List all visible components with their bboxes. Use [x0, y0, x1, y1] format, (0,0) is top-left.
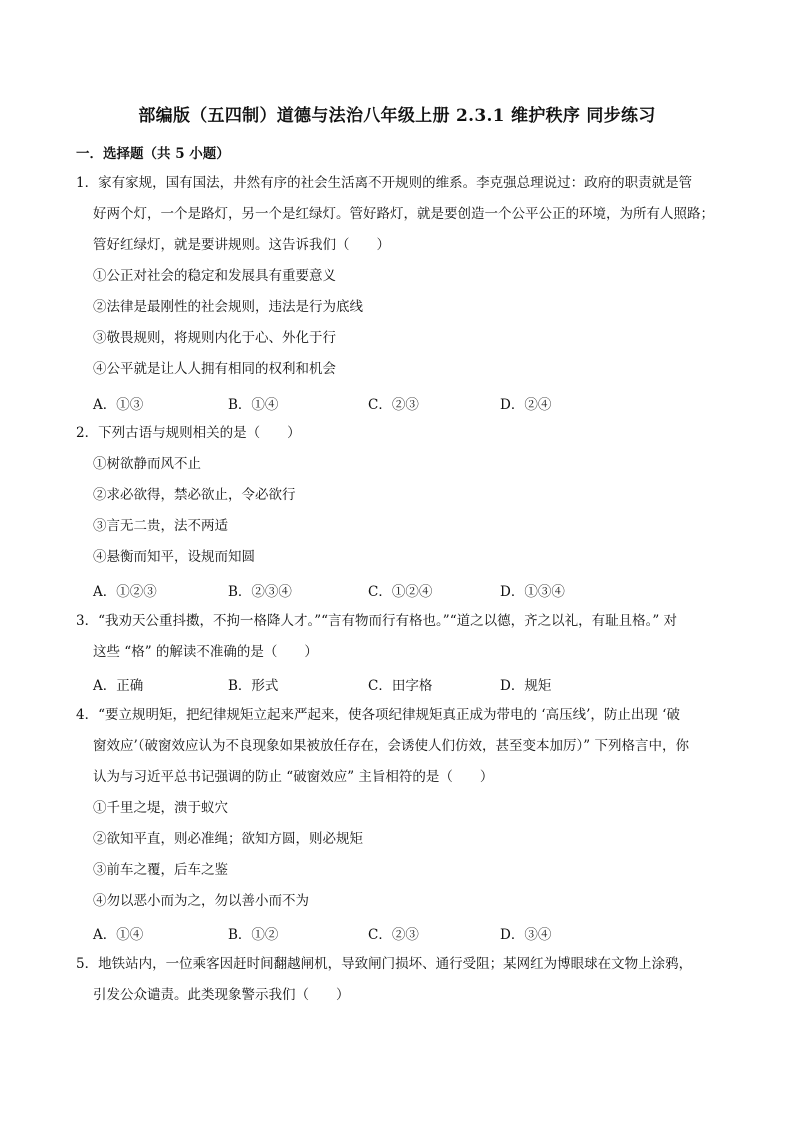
question-2-statement-4: ④悬衡而知平，设规而知圆 [93, 549, 255, 565]
question-5-line-1: 5．地铁站内，一位乘客因赶时间翻越闸机，导致闸门损坏、通行受阻；某网红为博眼球在文物上涂鸦， [76, 956, 693, 972]
question-2-line-1: 2．下列古语与规则相关的是（ ） [76, 425, 301, 441]
question-2-option-c[interactable]: C．①②④ [368, 584, 433, 600]
question-3-option-c[interactable]: C．田字格 [368, 678, 433, 694]
question-3-option-d[interactable]: D．规矩 [500, 678, 552, 694]
question-3-line-1: 3．“我劝天公重抖擞，不拘一格降人才。”“言有物而行有格也。”“道之以德，齐之以礼，有耻且格。” 对 [76, 613, 678, 629]
question-1-statement-3: ③敬畏规则，将规则内化于心、外化于行 [93, 330, 336, 346]
page-title: 部编版（五四制）道德与法治八年级上册 2.3.1 维护秩序 同步练习 [138, 106, 656, 126]
question-2-option-d[interactable]: D．①③④ [500, 584, 565, 600]
question-3-number: 3． [76, 613, 99, 629]
question-1-option-a[interactable]: A．①③ [93, 397, 144, 413]
question-4-option-c[interactable]: C．②③ [368, 927, 419, 943]
question-4-line-1: 4．“要立规明矩，把纪律规矩立起来严起来，使各项纪律规矩真正成为带电的 ‘高压线’，防止出现 ‘破 [76, 707, 680, 723]
question-1-number: 1． [76, 175, 99, 191]
question-1-line-3: 管好红绿灯，就是要讲规则。这告诉我们（ ） [93, 237, 390, 253]
question-2-option-a[interactable]: A．①②③ [93, 584, 157, 600]
question-4-statement-2: ②欲知平直，则必准绳；欲知方圆，则必规矩 [93, 831, 363, 847]
question-1-line-2: 好两个灯，一个是路灯，另一个是红绿灯。管好路灯，就是要创造一个公平公正的环境，为所有人照路； [93, 206, 714, 222]
question-1-statement-2: ②法律是最刚性的社会规则，违法是行为底线 [93, 299, 363, 315]
question-4-option-b[interactable]: B．①② [228, 927, 279, 943]
question-2-statement-2: ②求必欲得，禁必欲止，令必欲行 [93, 487, 296, 503]
question-2-statement-3: ③言无二贵，法不两适 [93, 518, 228, 534]
question-2-statement-1: ①树欲静而风不止 [93, 456, 201, 472]
question-3-line-2: 这些 “格” 的解读不准确的是（ ） [93, 644, 318, 660]
question-2-number: 2． [76, 425, 99, 441]
question-4-option-a[interactable]: A．①④ [93, 927, 144, 943]
question-4-number: 4． [76, 707, 99, 723]
question-2-option-b[interactable]: B．②③④ [228, 584, 292, 600]
question-4-statement-3: ③前车之覆，后车之鉴 [93, 862, 228, 878]
question-5-line-2: 引发公众谴责。此类现象警示我们（ ） [93, 987, 350, 1003]
question-4-line-2: 窗效应’（破窗效应认为不良现象如果被放任存在，会诱使人们仿效，甚至变本加厉）” 下列格言中，你 [93, 738, 689, 754]
question-1-line-1: 1．家有家规，国有国法，井然有序的社会生活离不开规则的维系。李克强总理说过：政府的职责就是管 [76, 175, 693, 191]
question-1-statement-1: ①公正对社会的稳定和发展具有重要意义 [93, 268, 336, 284]
question-1-statement-4: ④公平就是让人人拥有相同的权利和机会 [93, 361, 336, 377]
question-1-option-d[interactable]: D．②④ [500, 397, 552, 413]
question-3-option-a[interactable]: A．正确 [93, 678, 144, 694]
question-1-option-c[interactable]: C．②③ [368, 397, 419, 413]
question-4-statement-4: ④勿以恶小而为之，勿以善小而不为 [93, 893, 309, 909]
question-1-option-b[interactable]: B．①④ [228, 397, 279, 413]
question-4-line-3: 认为与习近平总书记强调的防止 “破窗效应” 主旨相符的是（ ） [93, 769, 494, 785]
question-5-number: 5． [76, 956, 99, 972]
question-3-option-b[interactable]: B．形式 [228, 678, 279, 694]
question-4-statement-1: ①千里之堤，溃于蚁穴 [93, 800, 228, 816]
section-title: 一．选择题（共 5 小题） [76, 146, 230, 162]
question-4-option-d[interactable]: D．③④ [500, 927, 552, 943]
